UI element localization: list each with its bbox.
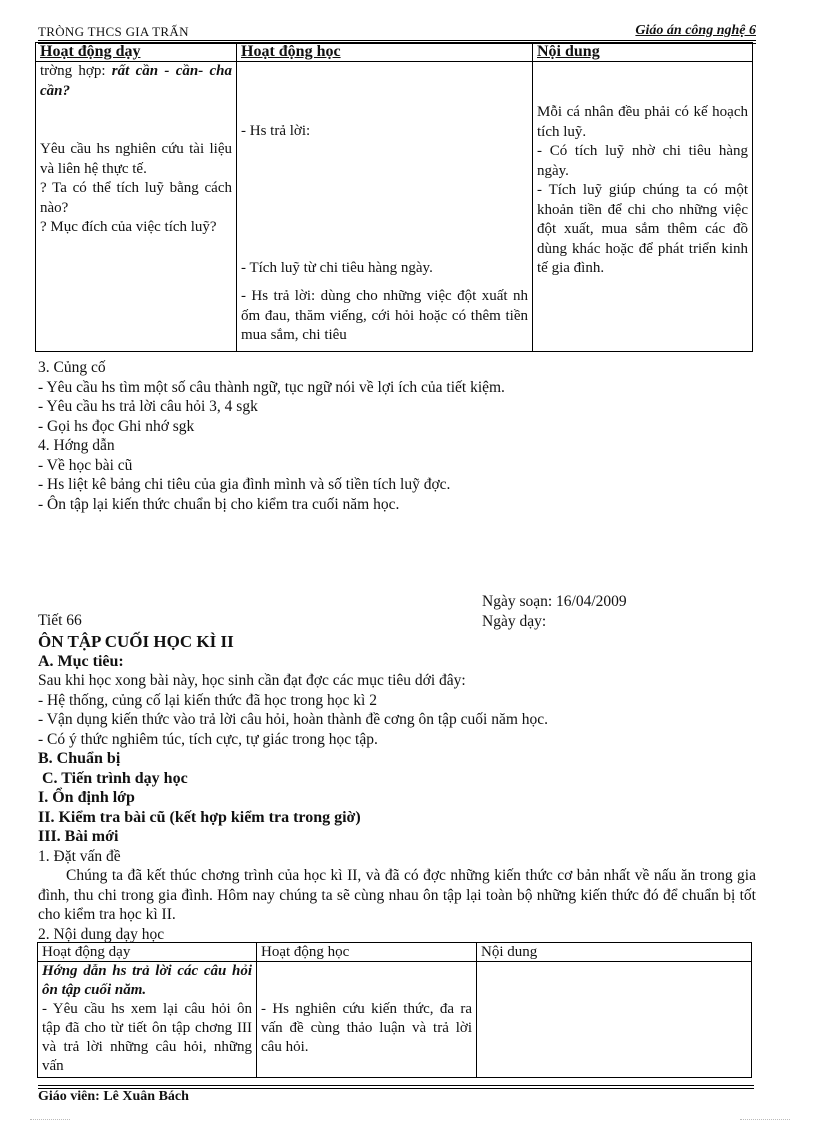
process-heading: C. Tiến trình dạy học bbox=[42, 769, 188, 787]
activity-table-top bbox=[35, 42, 753, 352]
step-stabilize: I. Ổn định lớp bbox=[38, 789, 135, 806]
guidance-item: - Ôn tập lại kiến thức chuẩn bị cho kiểm tra cuối năm học. bbox=[38, 495, 400, 513]
period-number: Tiết 66 bbox=[38, 612, 82, 629]
header-rule bbox=[38, 40, 756, 41]
cell-learning bbox=[237, 62, 533, 352]
col-header-learning: Hoạt động học bbox=[257, 943, 477, 962]
objective-item: - Vận dụng kiến thức vào trả lời câu hỏi, hoàn thành đề cơng ôn tập cuối năm học. bbox=[38, 711, 549, 728]
guidance-item: - Hs liệt kê bảng chi tiêu của gia đình mình và số tiền tích luỹ đợc. bbox=[38, 476, 451, 493]
consolidation-item: - Yêu cầu hs trả lời câu hỏi 3, 4 sgk bbox=[38, 398, 258, 415]
guidance-heading: 4. Hớng dẫn bbox=[38, 437, 115, 454]
subsection-content: 2. Nội dung dạy học bbox=[38, 925, 165, 943]
preparation-heading: B. Chuẩn bị bbox=[38, 750, 121, 767]
date-prepared: Ngày soạn: 16/04/2009 bbox=[482, 593, 627, 610]
teach-question-purpose: ? Mục đích của việc tích luỹ? bbox=[40, 219, 217, 235]
objectives-heading: A. Mục tiêu: bbox=[38, 652, 124, 670]
lesson-title: ÔN TẬP CUỐI HỌC KÌ II bbox=[38, 632, 234, 651]
content-plan: Mỗi cá nhân đều phải có kế hoạch tích luỹ. bbox=[537, 104, 748, 140]
consolidation-item: - Yêu cầu hs tìm một số câu thành ngữ, tục ngữ nói về lợi ích của tiết kiệm. bbox=[38, 378, 505, 396]
col-header-learning: Hoạt động học bbox=[237, 43, 533, 62]
footer-dots-right bbox=[740, 1119, 790, 1120]
step-new-lesson: III. Bài mới bbox=[38, 828, 119, 845]
school-name: TRÒNG THCS GIA TRẤN bbox=[38, 24, 189, 39]
consolidation-heading: 3. Củng cố bbox=[38, 359, 106, 376]
cell-content bbox=[477, 962, 752, 1078]
objective-item: - Có ý thức nghiêm túc, tích cực, tự giác trong học tập. bbox=[38, 730, 378, 748]
consolidation-section bbox=[38, 358, 756, 514]
subsection-problem: 1. Đặt vấn đề bbox=[38, 847, 121, 865]
learn-daily-saving: - Tích luỹ từ chi tiêu hàng ngày. bbox=[241, 259, 433, 276]
col-header-teaching: Hoạt động dạy bbox=[36, 43, 237, 62]
cell-learning bbox=[257, 962, 477, 1078]
teach-research: Yêu cầu hs nghiên cứu tài liệu và liên hệ thực tế. bbox=[40, 141, 232, 177]
teach-guidance-title: Hớng dẫn hs trả lời các câu hỏi ôn tập cuối năm. bbox=[42, 963, 252, 998]
intro-paragraph: Chúng ta đã kết thúc chơng trình của học kì II, và đã có đợc những kiến thức cơ bản nhất về nấu ăn trong gia đình, thu chi trong gia đình. Hôm nay chúng ta sẽ cùng nhau ôn tập lại toàn bộ những kiến thức đó để chuẩn bị tốt cho kiểm tra học kì II. bbox=[38, 867, 756, 923]
cell-content bbox=[533, 62, 753, 352]
teach-guidance-text: - Yêu cầu hs xem lại câu hỏi ôn tập đã cho từ tiết ôn tập chơng III và trả lời những câu hỏi, những vấn bbox=[42, 1001, 252, 1074]
content-benefit: - Tích luỹ giúp chúng ta có một khoản tiền để chi cho những việc đột xuất, mua sắm thêm các đồ dùng khác hoặc để phát triển kinh tế gia đình. bbox=[537, 182, 748, 276]
date-block bbox=[482, 592, 627, 631]
col-header-teaching: Hoạt động dạy bbox=[38, 943, 257, 962]
objectives-intro: Sau khi học xong bài này, học sinh cần đạt đợc các mục tiêu dới đây: bbox=[38, 672, 466, 689]
activity-table-bottom bbox=[37, 942, 752, 1078]
teach-question-how: ? Ta có thể tích luỹ bằng cách nào? bbox=[40, 180, 232, 216]
learn-research: - Hs nghiên cứu kiến thức, đa ra vấn đề cùng thảo luận và trả lời câu hỏi. bbox=[261, 1001, 472, 1055]
step-review: II. Kiểm tra bài cũ (kết hợp kiểm tra trong giờ) bbox=[38, 808, 361, 826]
col-header-content: Nội dung bbox=[533, 43, 753, 62]
objective-item: - Hệ thống, củng cố lại kiến thức đã học trong học kì 2 bbox=[38, 691, 377, 709]
col-header-content: Nội dung bbox=[477, 943, 752, 962]
learn-answer: - Hs trả lời: bbox=[241, 123, 311, 139]
content-daily: - Có tích luỹ nhờ chi tiêu hàng ngày. bbox=[537, 143, 748, 179]
learn-purpose-answer: - Hs trả lời: dùng cho những việc đột xuất nh ốm đau, thăm viếng, cới hỏi hoặc có thêm tiền mua sắm, chi tiêu bbox=[241, 288, 528, 343]
cell-teaching bbox=[36, 62, 237, 352]
date-taught: Ngày dạy: bbox=[482, 612, 547, 630]
teach-intro: trờng hợp: rất cần - cần- cha cần? bbox=[40, 63, 232, 99]
footer-dots-left bbox=[30, 1119, 70, 1120]
teacher-name: Giáo viên: Lê Xuân Bách bbox=[38, 1089, 189, 1104]
guidance-item: - Về học bài cũ bbox=[38, 456, 133, 474]
subject-title: Giáo án công nghệ 6 bbox=[635, 23, 756, 38]
consolidation-item: - Gọi hs đọc Ghi nhớ sgk bbox=[38, 417, 195, 435]
cell-teaching bbox=[38, 962, 257, 1078]
footer-rule bbox=[38, 1085, 754, 1086]
lesson-body bbox=[38, 632, 756, 944]
